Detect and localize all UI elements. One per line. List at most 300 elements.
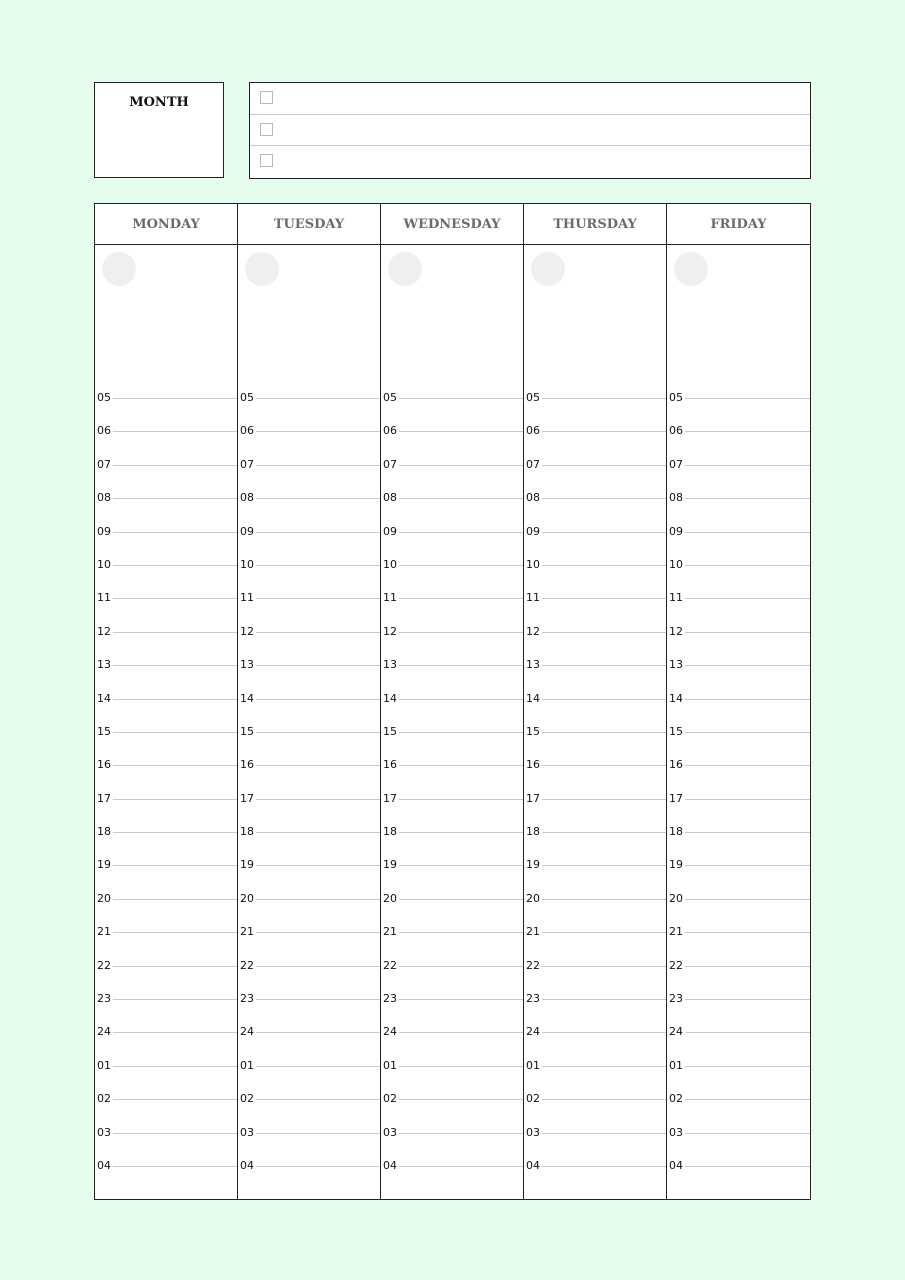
hour-line (399, 966, 523, 967)
hour-label: 05 (383, 391, 397, 404)
hour-row[interactable] (95, 1022, 237, 1055)
date-circle[interactable] (245, 252, 279, 286)
hour-line (542, 532, 666, 533)
hour-label: 07 (526, 457, 540, 471)
hour-label: 12 (383, 624, 397, 638)
hour-line (542, 799, 666, 800)
hour-line (256, 699, 380, 700)
hour-row[interactable] (667, 1089, 810, 1122)
checkbox-icon[interactable] (260, 91, 273, 104)
hour-label: 04 (383, 1158, 397, 1172)
hour-line (113, 665, 237, 666)
todo-item[interactable] (250, 83, 810, 115)
hour-row[interactable] (381, 388, 523, 421)
hour-row[interactable] (381, 588, 523, 621)
hour-label: 11 (240, 591, 254, 605)
hour-label: 06 (526, 424, 540, 438)
hour-label: 09 (526, 524, 540, 538)
hour-label: 07 (383, 457, 397, 471)
hour-row[interactable] (667, 789, 810, 822)
hour-row[interactable] (238, 388, 380, 421)
day-column-thursday (524, 204, 667, 1199)
hour-line (542, 699, 666, 700)
hour-row[interactable] (95, 822, 237, 855)
hour-label: 14 (383, 691, 397, 705)
hour-row[interactable] (95, 1056, 237, 1089)
hour-label: 19 (526, 858, 540, 872)
hour-row[interactable] (524, 922, 666, 955)
hour-row[interactable] (524, 455, 666, 488)
hour-line (256, 1166, 380, 1167)
checkbox-icon[interactable] (260, 154, 273, 167)
hour-line (399, 1066, 523, 1067)
hour-row[interactable] (524, 1056, 666, 1089)
hour-label: 16 (669, 758, 683, 772)
hour-row[interactable] (524, 855, 666, 888)
hour-label: 22 (669, 958, 683, 972)
hour-row[interactable] (667, 855, 810, 888)
hour-line (399, 1133, 523, 1134)
hour-row[interactable] (238, 689, 380, 722)
hour-row[interactable] (95, 555, 237, 588)
hour-line (113, 865, 237, 866)
hour-line (542, 932, 666, 933)
hour-label: 12 (240, 624, 254, 638)
hour-label: 09 (240, 524, 254, 538)
hour-label: 09 (383, 524, 397, 538)
hour-row[interactable] (95, 388, 237, 421)
hour-line (685, 565, 810, 566)
hour-row[interactable] (238, 421, 380, 454)
hour-line (113, 598, 237, 599)
hour-line (113, 899, 237, 900)
hour-row[interactable] (524, 1123, 666, 1156)
day-column-wednesday (381, 204, 524, 1199)
hour-row[interactable] (667, 689, 810, 722)
hour-row[interactable] (524, 1089, 666, 1122)
hour-row[interactable] (381, 889, 523, 922)
hour-line (685, 632, 810, 633)
hour-row[interactable] (381, 822, 523, 855)
hour-label: 19 (240, 858, 254, 872)
hour-label: 18 (383, 825, 397, 839)
hour-row[interactable] (524, 388, 666, 421)
day-header: MONDAY (95, 204, 237, 245)
hour-row[interactable] (238, 1123, 380, 1156)
hour-label: 05 (669, 391, 683, 404)
hour-line (685, 431, 810, 432)
hour-list (238, 388, 380, 1189)
hour-row[interactable] (95, 789, 237, 822)
hour-line (399, 1166, 523, 1167)
hour-line (256, 1133, 380, 1134)
hour-row[interactable] (95, 689, 237, 722)
hour-line (399, 665, 523, 666)
hour-label: 21 (383, 925, 397, 939)
hour-label: 06 (669, 424, 683, 438)
hour-row[interactable] (524, 956, 666, 989)
hour-label: 10 (526, 557, 540, 571)
hour-label: 04 (97, 1158, 111, 1172)
hour-label: 07 (240, 457, 254, 471)
hour-row[interactable] (95, 922, 237, 955)
hour-label: 10 (383, 557, 397, 571)
hour-row[interactable] (95, 989, 237, 1022)
hour-label: 13 (240, 658, 254, 672)
hour-label: 17 (240, 791, 254, 805)
hour-row[interactable] (381, 956, 523, 989)
hour-line (256, 999, 380, 1000)
hour-label: 20 (526, 891, 540, 905)
hour-line (256, 865, 380, 866)
hour-row[interactable] (524, 722, 666, 755)
hour-line (542, 1066, 666, 1067)
hour-row[interactable] (238, 989, 380, 1022)
hour-row[interactable] (95, 889, 237, 922)
hour-label: 23 (526, 992, 540, 1006)
hour-label: 18 (669, 825, 683, 839)
hour-row[interactable] (238, 1022, 380, 1055)
hour-row[interactable] (381, 1156, 523, 1189)
day-header: THURSDAY (524, 204, 666, 245)
hour-row[interactable] (524, 822, 666, 855)
hour-row[interactable] (95, 1123, 237, 1156)
hour-label: 11 (526, 591, 540, 605)
hour-row[interactable] (381, 989, 523, 1022)
hour-row[interactable] (667, 421, 810, 454)
hour-label: 15 (383, 724, 397, 738)
hour-label: 20 (97, 891, 111, 905)
hour-line (685, 532, 810, 533)
hour-label: 22 (383, 958, 397, 972)
hour-line (113, 1133, 237, 1134)
hour-row[interactable] (524, 789, 666, 822)
hour-line (685, 999, 810, 1000)
hour-row[interactable] (238, 655, 380, 688)
hour-row[interactable] (524, 522, 666, 555)
day-column-friday (667, 204, 810, 1199)
todo-item[interactable] (250, 115, 810, 147)
hour-row[interactable] (667, 1156, 810, 1189)
hour-row[interactable] (238, 722, 380, 755)
hour-row[interactable] (95, 655, 237, 688)
hour-line (399, 899, 523, 900)
hour-row[interactable] (524, 989, 666, 1022)
hour-row[interactable] (238, 789, 380, 822)
hour-label: 13 (669, 658, 683, 672)
hour-line (113, 398, 237, 399)
hour-row[interactable] (95, 522, 237, 555)
hour-label: 19 (669, 858, 683, 872)
hour-row[interactable] (238, 488, 380, 521)
date-circle[interactable] (102, 252, 136, 286)
hour-row[interactable] (238, 555, 380, 588)
hour-label: 20 (383, 891, 397, 905)
hour-label: 24 (526, 1025, 540, 1039)
hour-row[interactable] (238, 522, 380, 555)
hour-line (542, 1133, 666, 1134)
hour-row[interactable] (667, 822, 810, 855)
hour-line (542, 832, 666, 833)
hour-line (113, 799, 237, 800)
hour-line (399, 832, 523, 833)
hour-label: 03 (240, 1125, 254, 1139)
hour-row[interactable] (524, 755, 666, 788)
hour-row[interactable] (667, 755, 810, 788)
hour-line (542, 565, 666, 566)
hour-line (685, 1032, 810, 1033)
hour-row[interactable] (667, 1123, 810, 1156)
hour-row[interactable] (667, 1056, 810, 1089)
hour-line (399, 431, 523, 432)
hour-line (399, 699, 523, 700)
hour-row[interactable] (381, 522, 523, 555)
hour-row[interactable] (524, 1156, 666, 1189)
hour-row[interactable] (238, 889, 380, 922)
hour-line (113, 699, 237, 700)
hour-row[interactable] (95, 1089, 237, 1122)
hour-label: 07 (669, 457, 683, 471)
hour-label: 15 (97, 724, 111, 738)
hour-line (685, 1066, 810, 1067)
hour-label: 09 (97, 524, 111, 538)
hour-label: 05 (97, 391, 111, 404)
hour-line (399, 732, 523, 733)
month-label: MONTH (129, 95, 189, 110)
hour-line (542, 1099, 666, 1100)
hour-line (399, 999, 523, 1000)
hour-label: 22 (97, 958, 111, 972)
hour-row[interactable] (381, 755, 523, 788)
hour-line (256, 498, 380, 499)
hour-label: 13 (97, 658, 111, 672)
hour-line (542, 398, 666, 399)
hour-row[interactable] (95, 1156, 237, 1189)
hour-line (113, 1166, 237, 1167)
hour-line (256, 632, 380, 633)
hour-line (113, 966, 237, 967)
hour-row[interactable] (95, 455, 237, 488)
hour-row[interactable] (524, 622, 666, 655)
hour-row[interactable] (381, 922, 523, 955)
hour-list (524, 388, 666, 1189)
hour-row[interactable] (238, 822, 380, 855)
hour-line (256, 665, 380, 666)
hour-label: 01 (526, 1058, 540, 1072)
hour-line (399, 598, 523, 599)
hour-row[interactable] (238, 1089, 380, 1122)
hour-row[interactable] (381, 455, 523, 488)
hour-row[interactable] (381, 1022, 523, 1055)
hour-row[interactable] (667, 989, 810, 1022)
hour-label: 23 (383, 992, 397, 1006)
hour-row[interactable] (381, 555, 523, 588)
hour-line (685, 832, 810, 833)
hour-line (542, 598, 666, 599)
hour-row[interactable] (667, 922, 810, 955)
hour-row[interactable] (381, 1123, 523, 1156)
hour-line (542, 465, 666, 466)
hour-row[interactable] (238, 455, 380, 488)
hour-line (113, 498, 237, 499)
hour-line (399, 465, 523, 466)
hour-line (542, 431, 666, 432)
date-circle[interactable] (388, 252, 422, 286)
hour-label: 16 (526, 758, 540, 772)
hour-row[interactable] (95, 588, 237, 621)
hour-label: 04 (526, 1158, 540, 1172)
hour-label: 08 (383, 491, 397, 505)
hour-row[interactable] (381, 855, 523, 888)
hour-label: 02 (97, 1092, 111, 1106)
hour-line (685, 732, 810, 733)
hour-line (256, 1099, 380, 1100)
hour-label: 01 (240, 1058, 254, 1072)
hour-line (256, 565, 380, 566)
hour-label: 01 (383, 1058, 397, 1072)
hour-row[interactable] (238, 588, 380, 621)
hour-line (113, 999, 237, 1000)
hour-row[interactable] (238, 755, 380, 788)
hour-row[interactable] (667, 1022, 810, 1055)
hour-line (113, 1099, 237, 1100)
hour-line (399, 765, 523, 766)
hour-row[interactable] (667, 555, 810, 588)
hour-label: 06 (383, 424, 397, 438)
hour-row[interactable] (381, 789, 523, 822)
hour-row[interactable] (524, 889, 666, 922)
hour-line (399, 498, 523, 499)
hour-row[interactable] (667, 622, 810, 655)
hour-row[interactable] (524, 689, 666, 722)
hour-row[interactable] (524, 588, 666, 621)
hour-line (685, 465, 810, 466)
hour-line (542, 665, 666, 666)
hour-label: 12 (669, 624, 683, 638)
hour-label: 06 (97, 424, 111, 438)
hour-row[interactable] (238, 922, 380, 955)
hour-row[interactable] (95, 855, 237, 888)
date-circle[interactable] (531, 252, 565, 286)
hour-label: 08 (240, 491, 254, 505)
hour-label: 14 (240, 691, 254, 705)
hour-label: 21 (240, 925, 254, 939)
hour-row[interactable] (381, 689, 523, 722)
hour-line (256, 465, 380, 466)
month-box[interactable] (94, 82, 224, 178)
hour-row[interactable] (238, 622, 380, 655)
hour-line (399, 632, 523, 633)
hour-label: 08 (97, 491, 111, 505)
hour-label: 17 (669, 791, 683, 805)
hour-row[interactable] (667, 488, 810, 521)
hour-row[interactable] (524, 421, 666, 454)
hour-row[interactable] (381, 421, 523, 454)
hour-line (685, 498, 810, 499)
hour-row[interactable] (381, 655, 523, 688)
hour-row[interactable] (238, 855, 380, 888)
date-circle[interactable] (674, 252, 708, 286)
hour-label: 07 (97, 457, 111, 471)
hour-row[interactable] (667, 722, 810, 755)
hour-label: 21 (669, 925, 683, 939)
hour-row[interactable] (524, 655, 666, 688)
hour-row[interactable] (238, 956, 380, 989)
hour-label: 24 (97, 1025, 111, 1039)
hour-line (542, 1166, 666, 1167)
hour-line (113, 832, 237, 833)
hour-label: 21 (97, 925, 111, 939)
hour-row[interactable] (95, 755, 237, 788)
hour-line (113, 565, 237, 566)
hour-line (685, 799, 810, 800)
hour-line (542, 732, 666, 733)
hour-label: 24 (669, 1025, 683, 1039)
day-header: WEDNESDAY (381, 204, 523, 245)
hour-row[interactable] (667, 588, 810, 621)
checkbox-icon[interactable] (260, 123, 273, 136)
hour-row[interactable] (381, 722, 523, 755)
hour-row[interactable] (524, 488, 666, 521)
hour-row[interactable] (95, 956, 237, 989)
hour-line (256, 899, 380, 900)
hour-row[interactable] (95, 488, 237, 521)
hour-label: 10 (97, 557, 111, 571)
hour-row[interactable] (667, 388, 810, 421)
hour-line (399, 865, 523, 866)
hour-line (113, 632, 237, 633)
hour-row[interactable] (381, 622, 523, 655)
hour-line (685, 865, 810, 866)
hour-line (685, 665, 810, 666)
hour-line (113, 932, 237, 933)
day-header: FRIDAY (667, 204, 810, 245)
hour-label: 08 (669, 491, 683, 505)
hour-row[interactable] (381, 488, 523, 521)
hour-row[interactable] (381, 1089, 523, 1122)
hour-label: 13 (383, 658, 397, 672)
hour-label: 10 (669, 557, 683, 571)
hour-label: 22 (526, 958, 540, 972)
hour-label: 19 (383, 858, 397, 872)
hour-label: 11 (669, 591, 683, 605)
hour-line (113, 765, 237, 766)
hour-row[interactable] (95, 622, 237, 655)
hour-row[interactable] (524, 555, 666, 588)
hour-row[interactable] (667, 655, 810, 688)
hour-row[interactable] (238, 1056, 380, 1089)
hour-label: 23 (669, 992, 683, 1006)
hour-label: 23 (97, 992, 111, 1006)
hour-row[interactable] (238, 1156, 380, 1189)
hour-line (685, 966, 810, 967)
hour-row[interactable] (667, 956, 810, 989)
hour-row[interactable] (524, 1022, 666, 1055)
hour-row[interactable] (381, 1056, 523, 1089)
hour-row[interactable] (667, 889, 810, 922)
hour-label: 16 (97, 758, 111, 772)
hour-label: 11 (97, 591, 111, 605)
hour-label: 17 (526, 791, 540, 805)
hour-row[interactable] (667, 455, 810, 488)
hour-label: 04 (240, 1158, 254, 1172)
hour-row[interactable] (95, 421, 237, 454)
hour-label: 18 (526, 825, 540, 839)
hour-row[interactable] (95, 722, 237, 755)
hour-line (113, 431, 237, 432)
todo-item[interactable] (250, 146, 810, 178)
hour-row[interactable] (667, 522, 810, 555)
